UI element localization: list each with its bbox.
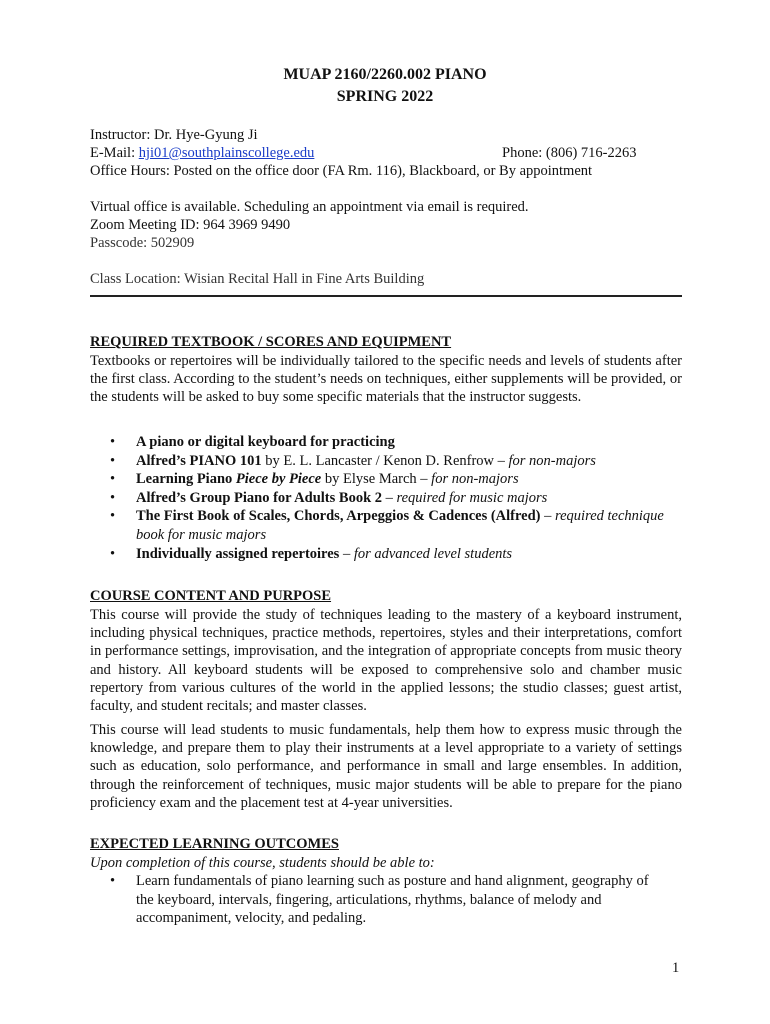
item-text: – (382, 489, 397, 506)
item-text: by Elyse March – (321, 471, 432, 488)
course-content-heading: COURSE CONTENT AND PURPOSE (90, 588, 332, 604)
course-content-paragraph-1: This course will provide the study of techniques leading to the mastery of a keyboard instrument, including physical techniques, practice methods, repertoires, styles and their interpretations, comfort in performance settings, improvisation, and the integration of appropriate concepts from music theory and history. All keyboard students will be exposed to comprehensive solo and chamber music repertory from various cultures of the world in the applied lessons; the studio classes; guest artist, faculty, and student recitals; and master classes. (90, 607, 682, 715)
list-item (108, 470, 668, 489)
item-title: The First Book of Scales, Chords, Arpeggios & Cadences (Alfred) (136, 508, 541, 525)
list-item (108, 433, 668, 452)
outcomes-intro: Upon completion of this course, students should be able to: (90, 855, 435, 871)
list-item (108, 489, 668, 508)
item-note: required technique book for music majors (136, 508, 664, 543)
class-location-line: Class Location: Wisian Recital Hall in Fine Arts Building (90, 271, 425, 287)
course-title: MUAP 2160/2260.002 PIANO (283, 66, 487, 83)
email-link[interactable]: hji01@southplainscollege.edu (138, 145, 315, 161)
passcode-line: Passcode: 502909 (90, 235, 195, 251)
page-number: 1 (672, 960, 680, 976)
horizontal-divider (90, 295, 682, 297)
item-title: A piano or digital keyboard for practicing (136, 434, 395, 450)
item-title: Alfred’s Group Piano for Adults Book 2 (136, 489, 383, 506)
virtual-office-line: Virtual office is available. Scheduling an appointment via email is required. (90, 199, 529, 215)
list-item (108, 452, 668, 471)
office-hours-line: Office Hours: Posted on the office door (FA Rm. 116), Blackboard, or By appointment (90, 163, 593, 179)
outcomes-heading: EXPECTED LEARNING OUTCOMES (90, 836, 339, 852)
course-content-paragraph-2: This course will lead students to music fundamentals, help them how to express music through the knowledge, and prepare them to play their instruments at a level appropriate to a variety of settings such as education, solo performance, and performance in small and large ensembles. In addition, through the reinforcement of techniques, music major students will be able to prepare for the piano proficiency exam and the placement test at 4-year universities. (90, 722, 682, 811)
item-title-italic: Piece by Piece (235, 471, 322, 488)
outcomes-list (108, 872, 668, 928)
item-text: by E. L. Lancaster / Kenon D. Renfrow – (261, 452, 509, 469)
email-label: E-Mail: (90, 145, 139, 161)
list-item (108, 545, 668, 564)
item-title: Individually assigned repertoires (136, 545, 340, 562)
phone-line: Phone: (806) 716-2263 (502, 145, 637, 161)
list-item: • Learn fundamentals of piano learning such as posture and hand alignment, geography of the keyboard, intervals, fingering, articulations, rhythms, balance of melody and accompaniment, velocity, and pedaling. (108, 872, 668, 928)
semester-title: SPRING 2022 (336, 88, 434, 105)
item-note: for non-majors (431, 471, 519, 488)
textbook-list (108, 433, 668, 563)
textbook-paragraph: Textbooks or repertoires will be individually tailored to the specific needs and levels of students after the first class. According to the student’s needs on techniques, either supplements will be provided, or the students will be asked to buy some specific materials that the instructor suggests. (90, 353, 682, 406)
item-text: – (339, 545, 354, 562)
item-note: required for music majors (396, 489, 548, 506)
instructor-line: Instructor: Dr. Hye-Gyung Ji (90, 127, 258, 143)
item-note: for advanced level students (353, 545, 513, 562)
list-item (108, 507, 668, 544)
item-title: Alfred’s PIANO 101 (136, 452, 262, 469)
zoom-id-line: Zoom Meeting ID: 964 3969 9490 (90, 217, 291, 233)
item-text: – (540, 508, 556, 525)
textbook-heading: REQUIRED TEXTBOOK / SCORES AND EQUIPMENT (90, 334, 452, 350)
email-line (90, 144, 314, 162)
item-title: Learning Piano (136, 471, 236, 488)
item-note: for non-majors (508, 452, 596, 469)
